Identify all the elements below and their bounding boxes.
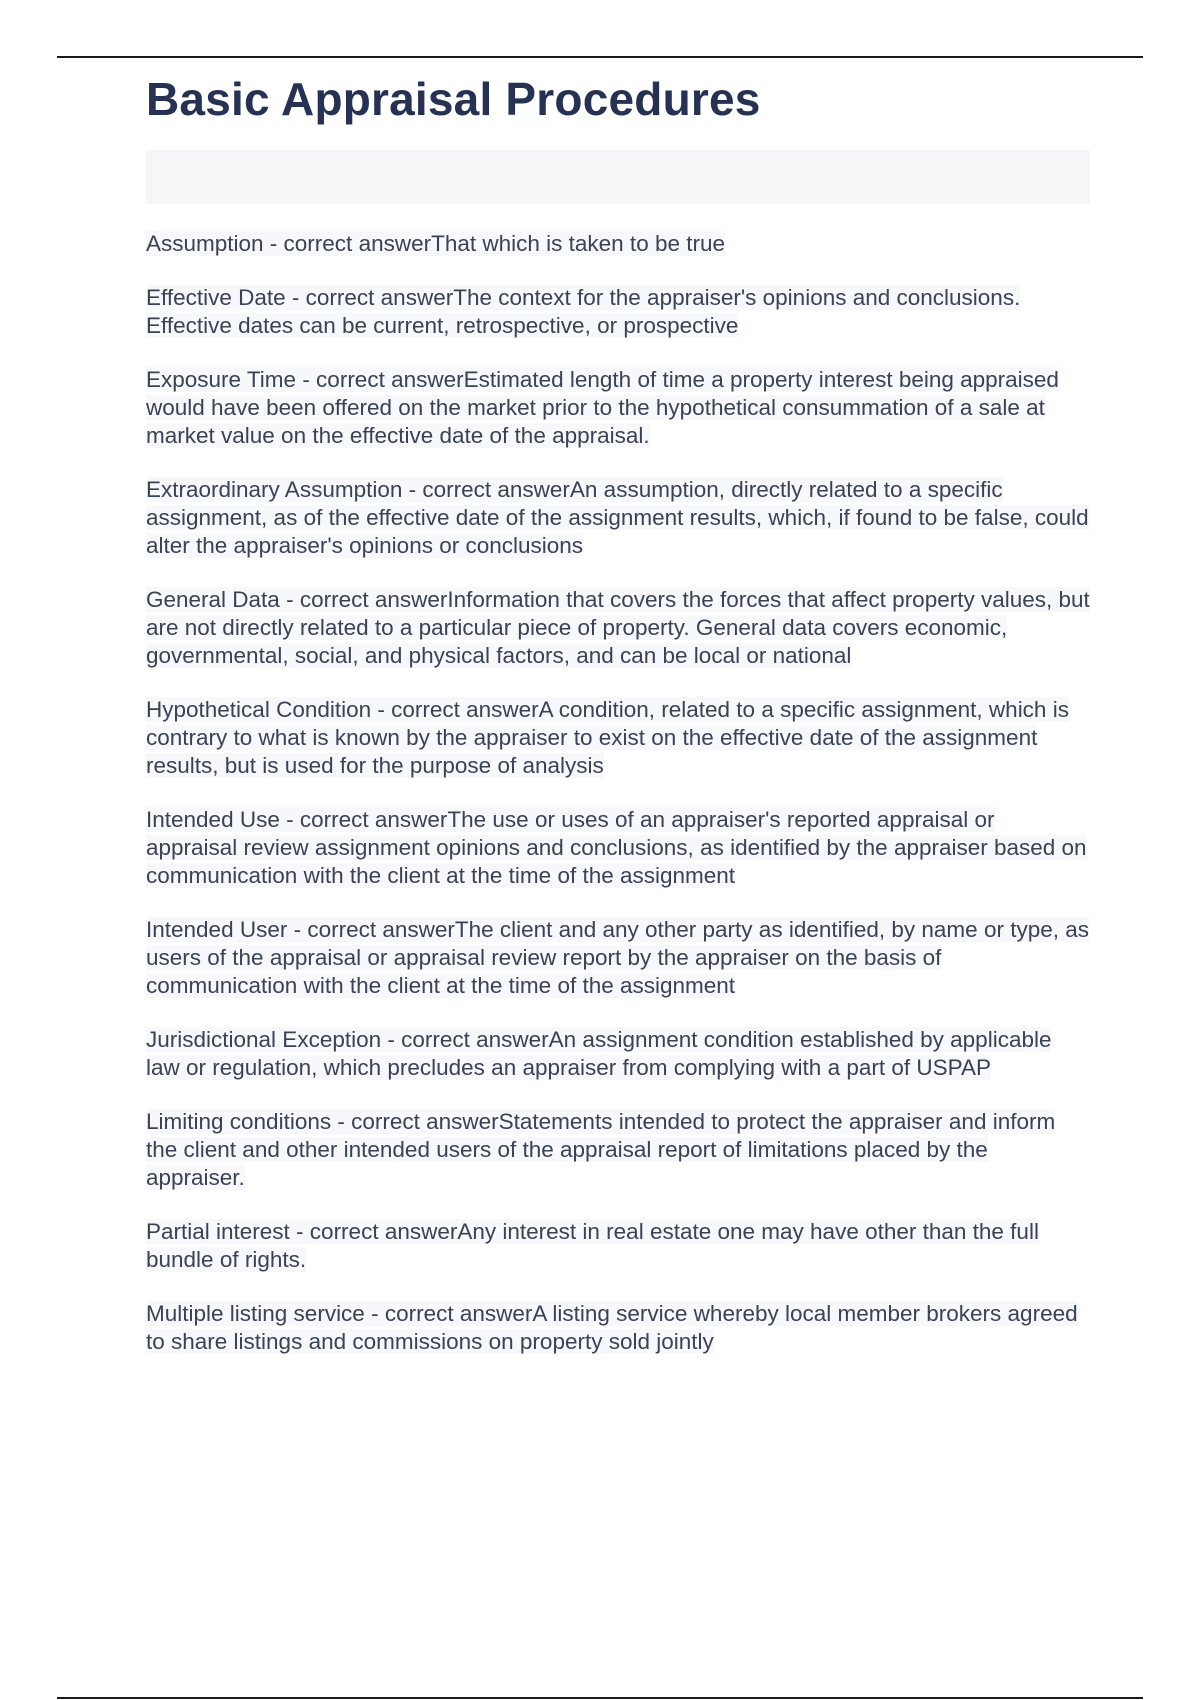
- entry-text: Hypothetical Condition - correct answerA condition, related to a specific assignment, which is contrary to what is known by the appraiser to exist on the effective date of the assignment results, but is used for the purpose of analysis: [146, 697, 1069, 778]
- entry-text: Intended Use - correct answerThe use or uses of an appraiser's reported appraisal or appraisal review assignment opinions and conclusions, as identified by the appraiser based on communication with the client at the time of the assignment: [146, 807, 1087, 888]
- list-item: [146, 230, 1090, 258]
- entry-text: General Data - correct answerInformation that covers the forces that affect property values, but are not directly related to a particular piece of property. General data covers economic, governmental, social, and physical factors, and can be local or national: [146, 587, 1090, 668]
- entry-text: Intended User - correct answerThe client and any other party as identified, by name or type, as users of the appraisal or appraisal review report by the appraiser on the basis of communication with the client at the time of the assignment: [146, 917, 1089, 998]
- top-rule: [57, 56, 1143, 58]
- list-item: [146, 916, 1090, 1000]
- entry-text: Jurisdictional Exception - correct answerAn assignment condition established by applicable law or regulation, which precludes an appraiser from complying with a part of USPAP: [146, 1027, 1052, 1080]
- list-item: [146, 366, 1090, 450]
- list-item: [146, 284, 1090, 340]
- list-item: [146, 696, 1090, 780]
- entry-text: Partial interest - correct answerAny interest in real estate one may have other than the full bundle of rights.: [146, 1219, 1039, 1272]
- bottom-rule: [57, 1697, 1143, 1699]
- list-item: [146, 806, 1090, 890]
- list-item: [146, 586, 1090, 670]
- entry-text: Exposure Time - correct answerEstimated length of time a property interest being appraised would have been offered on the market prior to the hypothetical consummation of a sale at market value on the effective date of the appraisal.: [146, 367, 1059, 448]
- list-item: [146, 1026, 1090, 1082]
- entry-text: Effective Date - correct answerThe context for the appraiser's opinions and conclusions. Effective dates can be current, retrospective, or prospective: [146, 285, 1021, 338]
- list-item: [146, 1218, 1090, 1274]
- list-item: [146, 476, 1090, 560]
- entry-text: Extraordinary Assumption - correct answerAn assumption, directly related to a specific assignment, as of the effective date of the assignment results, which, if found to be false, could alter the appraiser's opinions or conclusions: [146, 477, 1089, 558]
- list-item: [146, 1108, 1090, 1192]
- header-band: [146, 150, 1090, 204]
- list-item: [146, 1300, 1090, 1356]
- entry-text: Multiple listing service - correct answerA listing service whereby local member brokers agreed to share listings and commissions on property sold jointly: [146, 1301, 1078, 1354]
- entry-text: Assumption - correct answerThat which is taken to be true: [146, 231, 726, 256]
- page-title: Basic Appraisal Procedures: [146, 73, 761, 125]
- entry-list: [146, 230, 1090, 1382]
- entry-text: Limiting conditions - correct answerStatements intended to protect the appraiser and inform the client and other intended users of the appraisal report of limitations placed by the appraiser.: [146, 1109, 1056, 1190]
